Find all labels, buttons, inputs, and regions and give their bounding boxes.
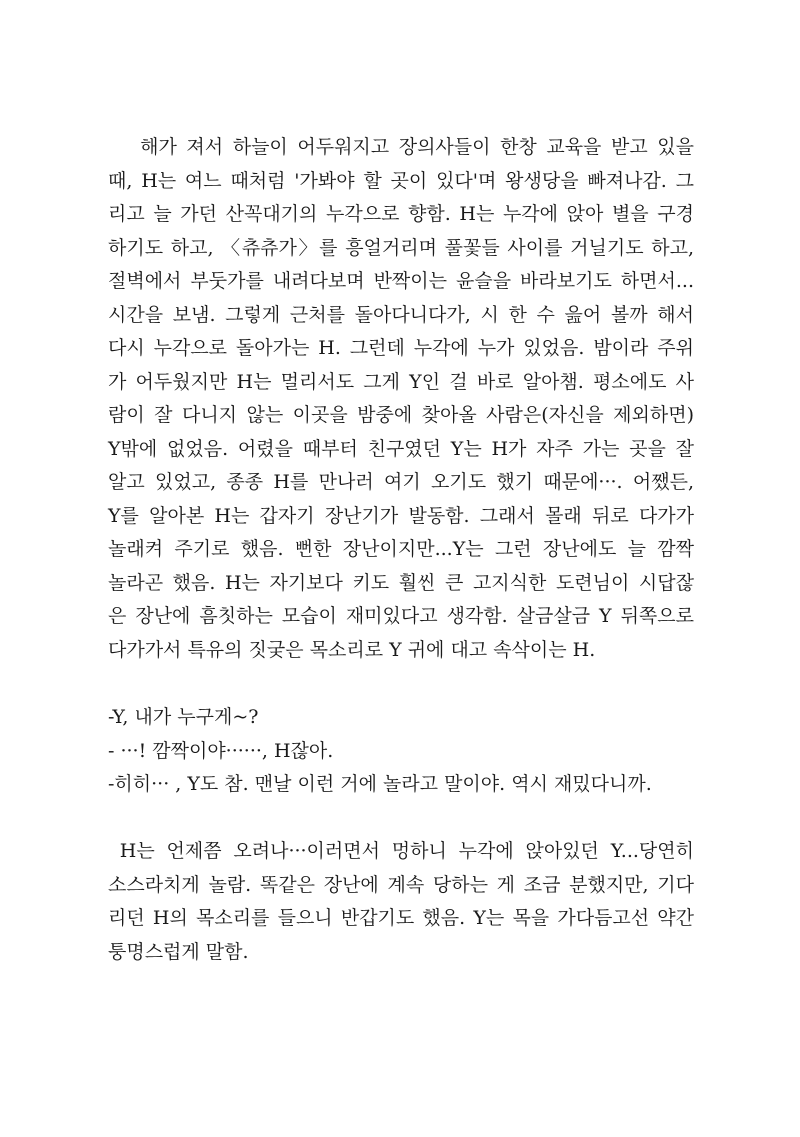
paragraph-1-line-4: 하기도 하고, 〈츄츄가〉를 흥얼거리며 풀꽃들 사이를 거닐기도 하고, <box>108 237 694 259</box>
paragraph-1-line-7: 다시 누각으로 돌아가는 H. 그런데 누각에 누가 있었음. 밤이라 주위 <box>108 337 694 359</box>
paragraph-2-line-2: 소스라치게 놀람. 똑같은 장난에 계속 당하는 게 조금 분했지만, 기다 <box>108 874 694 896</box>
paragraph-1-line-9: 람이 잘 다니지 않는 이곳을 밤중에 찾아올 사람은(자신을 제외하면) <box>108 404 694 426</box>
paragraph-1-line-12: Y를 알아본 H는 갑자기 장난기가 발동함. 그래서 몰래 뒤로 다가가 <box>108 505 694 527</box>
dialogue-line-2: - ···! 깜짝이야······, H잖아. <box>108 740 334 762</box>
dialogue-line-3: -히히··· , Y도 참. 맨날 이런 거에 놀라고 말이야. 역시 재밌다니까. <box>108 773 652 795</box>
paragraph-1-line-1: 해가 져서 하늘이 어두워지고 장의사들이 한창 교육을 받고 있을 <box>108 136 694 158</box>
paragraph-1-line-5: 절벽에서 부둣가를 내려다보며 반짝이는 윤슬을 바라보기도 하면서... <box>108 270 694 292</box>
paragraph-1-line-16: 다가가서 특유의 짓궂은 목소리로 Y 귀에 대고 속삭이는 H. <box>108 639 596 661</box>
paragraph-1-line-8: 가 어두웠지만 H는 멀리서도 그게 Y인 걸 바로 알아챔. 평소에도 사 <box>108 371 694 393</box>
paragraph-1-line-3: 리고 늘 가던 산꼭대기의 누각으로 향함. H는 누각에 앉아 별을 구경 <box>108 203 694 225</box>
paragraph-1-line-15: 은 장난에 흠칫하는 모습이 재미있다고 생각함. 살금살금 Y 뒤쪽으로 <box>108 605 694 627</box>
paragraph-2-line-4: 퉁명스럽게 말함. <box>108 941 249 963</box>
dialogue-line-1: -Y, 내가 누구게~? <box>108 706 259 728</box>
paragraph-2-line-3: 리던 H의 목소리를 들으니 반갑기도 했음. Y는 목을 가다듬고선 약간 <box>108 907 694 929</box>
paragraph-1-line-2: 때, H는 여느 때처럼 '가봐야 할 곳이 있다'며 왕생당을 빠져나감. 그 <box>108 170 694 192</box>
paragraph-1-line-6: 시간을 보냄. 그렇게 근처를 돌아다니다가, 시 한 수 읊어 볼까 해서 <box>108 304 694 326</box>
paragraph-1-line-11: 알고 있었고, 종종 H를 만나러 여기 오기도 했기 때문에···. 어쨌든, <box>108 471 694 493</box>
paragraph-1-line-13: 놀래켜 주기로 했음. 뻔한 장난이지만...Y는 그런 장난에도 늘 깜짝 <box>108 538 694 560</box>
paragraph-1-line-10: Y밖에 없었음. 어렸을 때부터 친구였던 Y는 H가 자주 가는 곳을 잘 <box>108 438 694 460</box>
paragraph-2-line-1: H는 언제쯤 오려나···이러면서 멍하니 누각에 앉아있던 Y...당연히 <box>108 840 694 862</box>
paragraph-1-line-14: 놀라곤 했음. H는 자기보다 키도 훨씬 큰 고지식한 도련님이 시답잖 <box>108 572 694 594</box>
